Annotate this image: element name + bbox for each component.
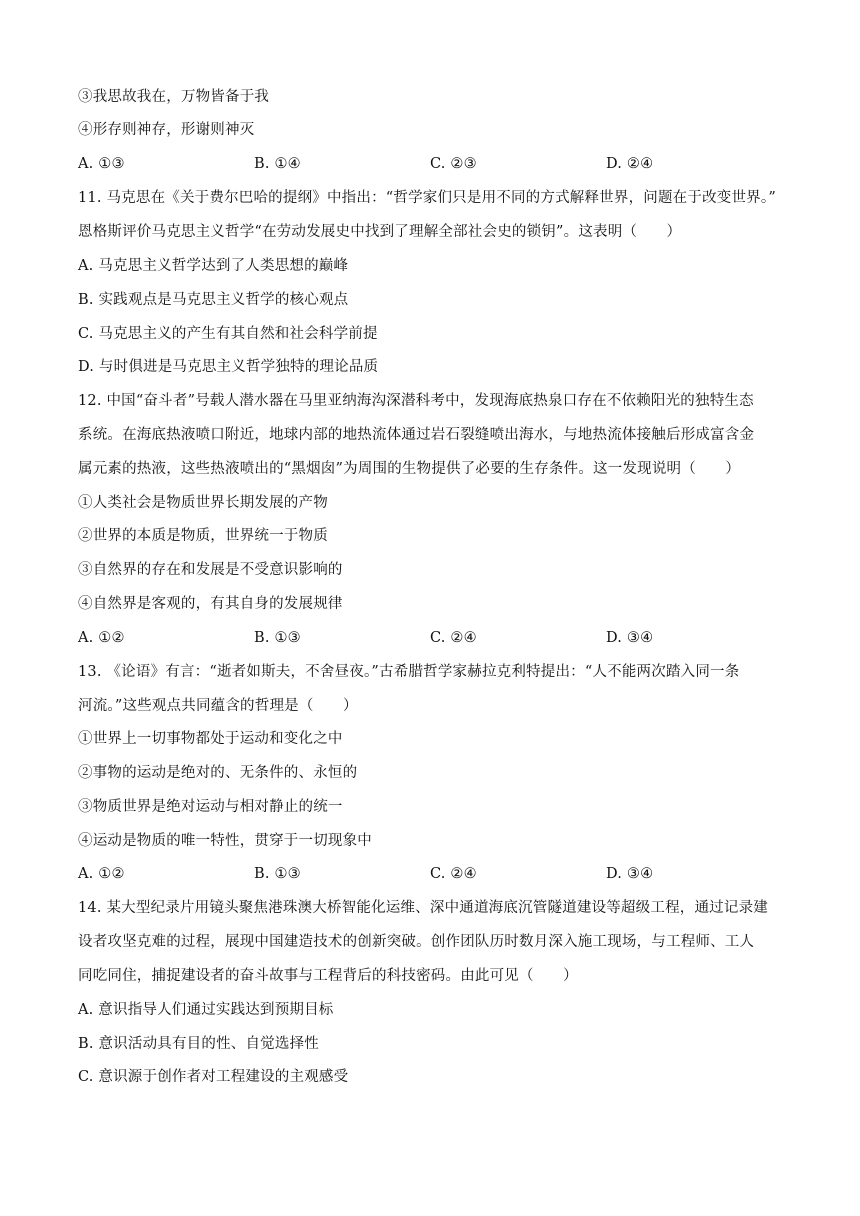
q14-stem-line-1: 14. 某大型纪录片用镜头聚焦港珠澳大桥智能化运维、深中通道海底沉管隧道建设等超级工程，通过记录建: [78, 900, 768, 916]
q10-item-4: ④形存则神存，形谢则神灭: [78, 122, 255, 138]
q12-choice-a: A. ①②: [78, 630, 125, 646]
q14-option-c: C. 意识源于创作者对工程建设的主观感受: [78, 1069, 349, 1085]
q14-stem-line-2: 设者攻坚克难的过程，展现中国建造技术的创新突破。创作团队历时数月深入施工现场，与工程师、工人: [78, 934, 755, 950]
q12-item-1: ①人类社会是物质世界长期发展的产物: [78, 495, 328, 511]
q12-stem-line-3: 属元素的热液，这些热液喷出的“黑烟囱”为周围的生物提供了必要的生存条件。这一发现说明（ ）: [78, 461, 741, 477]
q10-choice-c: C. ②③: [430, 156, 477, 172]
q13-choice-b: B. ①③: [254, 866, 301, 882]
q13-item-4: ④运动是物质的唯一特性，贯穿于一切现象中: [78, 833, 372, 849]
q10-choice-a: A. ①③: [78, 156, 125, 172]
q13-item-1: ①世界上一切事物都处于运动和变化之中: [78, 731, 343, 747]
q10-choice-b: B. ①④: [254, 156, 301, 172]
q11-option-c: C. 马克思主义的产生有其自然和社会科学前提: [78, 326, 378, 342]
q13-choice-c: C. ②④: [430, 866, 477, 882]
q13-choice-d: D. ③④: [606, 866, 654, 882]
q11-option-b: B. 实践观点是马克思主义哲学的核心观点: [78, 292, 349, 308]
q11-option-d: D. 与时俱进是马克思主义哲学独特的理论品质: [78, 359, 379, 375]
q11-option-a: A. 马克思主义哲学达到了人类思想的巅峰: [78, 258, 349, 274]
q14-option-a: A. 意识指导人们通过实践达到预期目标: [78, 1002, 334, 1018]
q13-stem-line-2: 河流。”这些观点共同蕴含的哲理是（ ）: [78, 698, 358, 714]
q11-stem-line-1: 11. 马克思在《关于费尔巴哈的提纲》中指出：“哲学家们只是用不同的方式解释世界，问题在于改变世界。”: [78, 190, 776, 206]
q10-item-3: ③我思故我在，万物皆备于我: [78, 89, 270, 105]
q11-stem-line-2: 恩格斯评价马克思主义哲学“在劳动发展史中找到了理解全部社会史的锁钥”。这表明（ ）: [78, 224, 682, 240]
q13-item-3: ③物质世界是绝对运动与相对静止的统一: [78, 799, 343, 815]
q12-item-4: ④自然界是客观的，有其自身的发展规律: [78, 596, 343, 612]
q12-stem-line-2: 系统。在海底热液喷口附近，地球内部的地热流体通过岩石裂缝喷出海水，与地热流体接触后形成富含金: [78, 427, 755, 443]
q14-stem-line-3: 同吃同住，捕捉建设者的奋斗故事与工程背后的科技密码。由此可见（ ）: [78, 968, 578, 984]
q12-choice-c: C. ②④: [430, 630, 477, 646]
q12-choice-b: B. ①③: [254, 630, 301, 646]
q12-stem-line-1: 12. 中国“奋斗者”号载人潜水器在马里亚纳海沟深潜科考中，发现海底热泉口存在不依赖阳光的独特生态: [78, 393, 754, 409]
q12-item-3: ③自然界的存在和发展是不受意识影响的: [78, 562, 343, 578]
q13-stem-line-1: 13. 《论语》有言：“逝者如斯夫，不舍昼夜。”古希腊哲学家赫拉克利特提出：“人不能两次踏入同一条: [78, 664, 740, 680]
q10-choice-d: D. ②④: [606, 156, 654, 172]
q13-item-2: ②事物的运动是绝对的、无条件的、永恒的: [78, 765, 358, 781]
q13-choice-a: A. ①②: [78, 866, 125, 882]
q12-choice-d: D. ③④: [606, 630, 654, 646]
q14-option-b: B. 意识活动具有目的性、自觉选择性: [78, 1036, 319, 1052]
q12-item-2: ②世界的本质是物质，世界统一于物质: [78, 528, 328, 544]
